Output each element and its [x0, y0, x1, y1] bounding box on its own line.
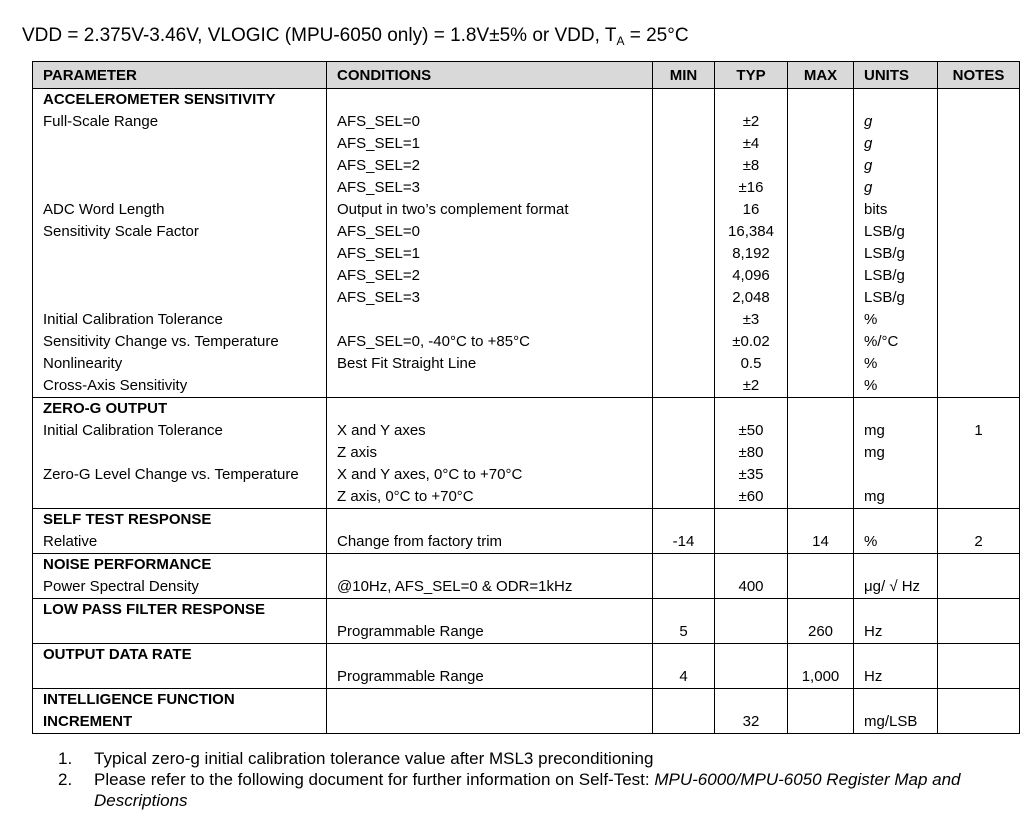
cell-parameter — [33, 265, 327, 287]
cell-min — [653, 420, 715, 442]
cell-max: 260 — [788, 621, 854, 644]
table-row — [33, 666, 1020, 689]
cell-max — [788, 398, 854, 421]
cell-parameter: Initial Calibration Tolerance — [33, 420, 327, 442]
cell-min — [653, 177, 715, 199]
cell-typ: ±0.02 — [715, 331, 788, 353]
cell-max — [788, 265, 854, 287]
cell-typ: ±16 — [715, 177, 788, 199]
cell-min — [653, 689, 715, 712]
cell-typ — [715, 509, 788, 532]
table-row — [33, 265, 1020, 287]
table-row — [33, 420, 1020, 442]
cell-max — [788, 221, 854, 243]
cell-min — [653, 309, 715, 331]
section-row — [33, 711, 1020, 734]
cell-min — [653, 111, 715, 133]
cell-min — [653, 442, 715, 464]
cell-units: % — [854, 531, 938, 554]
cell-min — [653, 89, 715, 112]
cell-max — [788, 243, 854, 265]
cell-notes — [938, 509, 1020, 532]
cell-units: % — [854, 353, 938, 375]
table-row — [33, 243, 1020, 265]
cell-units: LSB/g — [854, 221, 938, 243]
cell-parameter — [33, 287, 327, 309]
cell-typ: ±80 — [715, 442, 788, 464]
cell-min — [653, 464, 715, 486]
cell-notes — [938, 309, 1020, 331]
cell-parameter: ACCELEROMETER SENSITIVITY — [33, 89, 327, 112]
cell-min: -14 — [653, 531, 715, 554]
cell-conditions: Z axis, 0°C to +70°C — [327, 486, 653, 509]
cell-max — [788, 689, 854, 712]
cell-parameter — [33, 243, 327, 265]
cell-notes — [938, 621, 1020, 644]
cell-max — [788, 111, 854, 133]
table-row — [33, 133, 1020, 155]
heading-post: = 25°C — [624, 25, 689, 46]
cell-conditions: X and Y axes, 0°C to +70°C — [327, 464, 653, 486]
cell-min — [653, 331, 715, 353]
cell-notes: 2 — [938, 531, 1020, 554]
cell-typ: 4,096 — [715, 265, 788, 287]
cell-max — [788, 89, 854, 112]
cell-typ: 16,384 — [715, 221, 788, 243]
cell-max — [788, 375, 854, 398]
cell-conditions: AFS_SEL=1 — [327, 243, 653, 265]
cell-notes — [938, 375, 1020, 398]
header-parameter: PARAMETER — [33, 62, 327, 89]
cell-max — [788, 155, 854, 177]
cell-conditions — [327, 554, 653, 577]
heading-pre: VDD = 2.375V-3.46V, VLOGIC (MPU-6050 only) = 1.8V±5% or VDD, T — [22, 25, 617, 46]
section-row — [33, 89, 1020, 112]
cell-typ: ±2 — [715, 375, 788, 398]
footnote-text: Typical zero-g initial calibration tolerance value after MSL3 preconditioning — [94, 749, 654, 768]
cell-conditions: AFS_SEL=3 — [327, 287, 653, 309]
cell-typ: ±35 — [715, 464, 788, 486]
cell-min — [653, 576, 715, 599]
cell-notes — [938, 711, 1020, 734]
cell-parameter — [33, 621, 327, 644]
section-row — [33, 554, 1020, 577]
cell-typ: 16 — [715, 199, 788, 221]
cell-units — [854, 599, 938, 622]
cell-conditions — [327, 309, 653, 331]
cell-units: LSB/g — [854, 243, 938, 265]
cell-conditions: Z axis — [327, 442, 653, 464]
header-typ: TYP — [715, 62, 788, 89]
cell-min — [653, 155, 715, 177]
cell-notes — [938, 199, 1020, 221]
cell-conditions — [327, 398, 653, 421]
footnote-text-body: Please refer to the following document for further information on Self-Test: — [94, 770, 655, 789]
footnote-1 — [58, 748, 994, 769]
cell-max — [788, 711, 854, 734]
cell-min — [653, 353, 715, 375]
table-row — [33, 531, 1020, 554]
cell-units — [854, 644, 938, 667]
footnotes — [58, 748, 994, 811]
table-row — [33, 621, 1020, 644]
cell-max — [788, 199, 854, 221]
section-row — [33, 509, 1020, 532]
cell-notes — [938, 689, 1020, 712]
section-row — [33, 644, 1020, 667]
cell-typ: ±50 — [715, 420, 788, 442]
cell-units — [854, 554, 938, 577]
cell-max — [788, 353, 854, 375]
cell-typ — [715, 689, 788, 712]
header-row — [33, 62, 1020, 89]
cell-conditions: AFS_SEL=0 — [327, 221, 653, 243]
cell-min: 4 — [653, 666, 715, 689]
table-row — [33, 111, 1020, 133]
cell-units: g — [854, 111, 938, 133]
cell-max — [788, 331, 854, 353]
cell-min — [653, 243, 715, 265]
cell-parameter — [33, 155, 327, 177]
table-row — [33, 353, 1020, 375]
cell-units — [854, 689, 938, 712]
cell-typ: ±8 — [715, 155, 788, 177]
cell-notes — [938, 243, 1020, 265]
footnote-number: 1. — [58, 749, 73, 768]
cell-conditions — [327, 689, 653, 712]
table-row — [33, 199, 1020, 221]
cell-max — [788, 509, 854, 532]
cell-units — [854, 398, 938, 421]
cell-parameter: ADC Word Length — [33, 199, 327, 221]
cell-notes — [938, 89, 1020, 112]
cell-units: % — [854, 375, 938, 398]
cell-conditions — [327, 644, 653, 667]
cell-conditions: Output in two’s complement format — [327, 199, 653, 221]
cell-parameter: Nonlinearity — [33, 353, 327, 375]
cell-notes — [938, 442, 1020, 464]
cell-parameter — [33, 666, 327, 689]
cell-conditions: Programmable Range — [327, 621, 653, 644]
cell-max — [788, 464, 854, 486]
cell-conditions — [327, 89, 653, 112]
table-row — [33, 464, 1020, 486]
cell-max — [788, 644, 854, 667]
cell-units: mg — [854, 442, 938, 464]
cell-conditions: AFS_SEL=2 — [327, 155, 653, 177]
cell-max — [788, 486, 854, 509]
cell-typ: 400 — [715, 576, 788, 599]
cell-conditions: AFS_SEL=1 — [327, 133, 653, 155]
cell-units: Hz — [854, 666, 938, 689]
cell-typ: ±60 — [715, 486, 788, 509]
cell-units: Hz — [854, 621, 938, 644]
cell-max — [788, 576, 854, 599]
cell-min — [653, 509, 715, 532]
header-units: UNITS — [854, 62, 938, 89]
cell-parameter: Sensitivity Change vs. Temperature — [33, 331, 327, 353]
cell-parameter: Relative — [33, 531, 327, 554]
cell-parameter: ZERO-G OUTPUT — [33, 398, 327, 421]
cell-typ: ±4 — [715, 133, 788, 155]
table-row — [33, 287, 1020, 309]
cell-parameter: Sensitivity Scale Factor — [33, 221, 327, 243]
cell-min — [653, 599, 715, 622]
cell-max — [788, 133, 854, 155]
cell-units: bits — [854, 199, 938, 221]
cell-units: LSB/g — [854, 265, 938, 287]
cell-typ: ±3 — [715, 309, 788, 331]
footnote-text — [94, 769, 994, 811]
cell-conditions: X and Y axes — [327, 420, 653, 442]
cell-parameter: Power Spectral Density — [33, 576, 327, 599]
cell-parameter — [33, 133, 327, 155]
cell-min: 5 — [653, 621, 715, 644]
table-row — [33, 442, 1020, 464]
cell-parameter: OUTPUT DATA RATE — [33, 644, 327, 667]
cell-min — [653, 375, 715, 398]
cell-min — [653, 221, 715, 243]
table-row — [33, 155, 1020, 177]
cell-max — [788, 177, 854, 199]
header-min: MIN — [653, 62, 715, 89]
cell-notes — [938, 398, 1020, 421]
cell-conditions: AFS_SEL=0, -40°C to +85°C — [327, 331, 653, 353]
header-conditions: CONDITIONS — [327, 62, 653, 89]
section-row — [33, 689, 1020, 712]
cell-units — [854, 509, 938, 532]
cell-parameter — [33, 177, 327, 199]
header-notes: NOTES — [938, 62, 1020, 89]
cell-conditions: Programmable Range — [327, 666, 653, 689]
cell-notes — [938, 221, 1020, 243]
table-row — [33, 177, 1020, 199]
cell-typ: ±2 — [715, 111, 788, 133]
cell-units: % — [854, 309, 938, 331]
cell-max: 1,000 — [788, 666, 854, 689]
cell-max — [788, 442, 854, 464]
cell-min — [653, 133, 715, 155]
cell-units: g — [854, 155, 938, 177]
cell-units: %/°C — [854, 331, 938, 353]
cell-min — [653, 398, 715, 421]
table-row — [33, 221, 1020, 243]
table-row — [33, 309, 1020, 331]
cell-notes — [938, 666, 1020, 689]
cell-units: mg/LSB — [854, 711, 938, 734]
cell-min — [653, 265, 715, 287]
table-row — [33, 486, 1020, 509]
cell-notes — [938, 265, 1020, 287]
cell-typ — [715, 644, 788, 667]
cell-units — [854, 89, 938, 112]
cell-min — [653, 644, 715, 667]
cell-max — [788, 554, 854, 577]
footnote-number: 2. — [58, 770, 73, 789]
cell-min — [653, 199, 715, 221]
cell-min — [653, 554, 715, 577]
cell-max — [788, 420, 854, 442]
cell-parameter: INCREMENT — [33, 711, 327, 734]
table-row — [33, 331, 1020, 353]
cell-conditions: AFS_SEL=0 — [327, 111, 653, 133]
table-row — [33, 576, 1020, 599]
cell-typ — [715, 599, 788, 622]
cell-notes: 1 — [938, 420, 1020, 442]
cell-conditions: AFS_SEL=2 — [327, 265, 653, 287]
table-heading — [22, 25, 689, 48]
cell-max — [788, 287, 854, 309]
cell-typ — [715, 398, 788, 421]
cell-conditions — [327, 599, 653, 622]
accelerometer-spec-table — [32, 61, 1020, 734]
cell-min — [653, 287, 715, 309]
cell-notes — [938, 177, 1020, 199]
cell-notes — [938, 331, 1020, 353]
footnote-2 — [58, 769, 994, 811]
cell-parameter: SELF TEST RESPONSE — [33, 509, 327, 532]
cell-units: mg — [854, 486, 938, 509]
cell-parameter: Zero-G Level Change vs. Temperature — [33, 464, 327, 486]
cell-max — [788, 599, 854, 622]
cell-conditions — [327, 375, 653, 398]
cell-conditions — [327, 711, 653, 734]
cell-parameter: INTELLIGENCE FUNCTION — [33, 689, 327, 712]
footnote-reference: MPU-6000/MPU-6050 Register Map and Descriptions — [94, 770, 961, 810]
cell-typ — [715, 531, 788, 554]
cell-notes — [938, 486, 1020, 509]
cell-conditions: AFS_SEL=3 — [327, 177, 653, 199]
cell-notes — [938, 576, 1020, 599]
cell-units — [854, 464, 938, 486]
cell-typ — [715, 666, 788, 689]
cell-typ: 0.5 — [715, 353, 788, 375]
cell-notes — [938, 599, 1020, 622]
cell-conditions — [327, 509, 653, 532]
cell-notes — [938, 644, 1020, 667]
cell-notes — [938, 464, 1020, 486]
section-row — [33, 398, 1020, 421]
cell-max: 14 — [788, 531, 854, 554]
cell-typ — [715, 554, 788, 577]
cell-max — [788, 309, 854, 331]
cell-parameter — [33, 442, 327, 464]
cell-units: g — [854, 133, 938, 155]
cell-parameter: Initial Calibration Tolerance — [33, 309, 327, 331]
cell-parameter: Full-Scale Range — [33, 111, 327, 133]
cell-units: g — [854, 177, 938, 199]
cell-min — [653, 711, 715, 734]
header-max: MAX — [788, 62, 854, 89]
cell-notes — [938, 111, 1020, 133]
cell-notes — [938, 155, 1020, 177]
cell-notes — [938, 554, 1020, 577]
table-row — [33, 375, 1020, 398]
cell-notes — [938, 353, 1020, 375]
section-row — [33, 599, 1020, 622]
cell-parameter — [33, 486, 327, 509]
cell-conditions: Best Fit Straight Line — [327, 353, 653, 375]
cell-units: μg/ √ Hz — [854, 576, 938, 599]
cell-typ — [715, 89, 788, 112]
cell-parameter: NOISE PERFORMANCE — [33, 554, 327, 577]
cell-typ: 32 — [715, 711, 788, 734]
cell-notes — [938, 287, 1020, 309]
cell-parameter: Cross-Axis Sensitivity — [33, 375, 327, 398]
cell-typ: 8,192 — [715, 243, 788, 265]
cell-conditions: @10Hz, AFS_SEL=0 & ODR=1kHz — [327, 576, 653, 599]
cell-min — [653, 486, 715, 509]
cell-parameter: LOW PASS FILTER RESPONSE — [33, 599, 327, 622]
cell-units: LSB/g — [854, 287, 938, 309]
cell-units: mg — [854, 420, 938, 442]
cell-notes — [938, 133, 1020, 155]
table-body — [33, 89, 1020, 734]
cell-conditions: Change from factory trim — [327, 531, 653, 554]
cell-typ — [715, 621, 788, 644]
cell-typ: 2,048 — [715, 287, 788, 309]
heading-subscript: A — [616, 34, 625, 48]
